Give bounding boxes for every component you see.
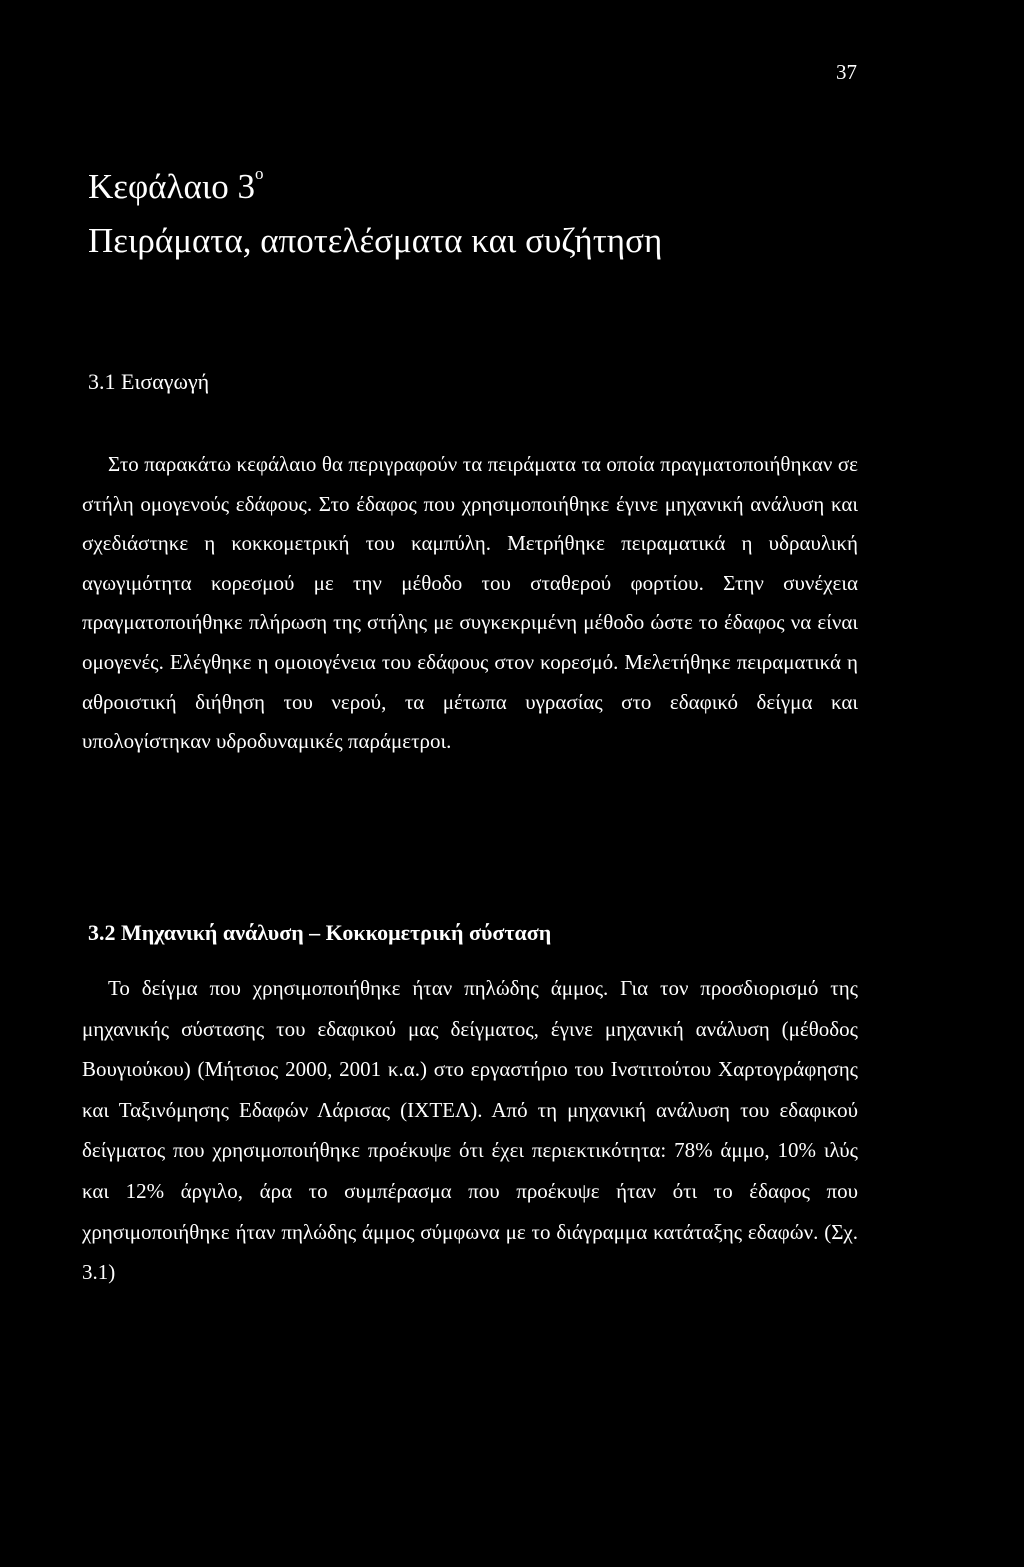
section-paragraph-introduction	[82, 445, 858, 762]
paragraph-text: Το δείγμα που χρησιμοποιήθηκε ήταν πηλώδης άμμος. Για τον προσδιορισμό της μηχανικής σύστασης του εδαφικού μας δείγματος, έγινε μηχανική ανάλυση (μέθοδος Βουγιούκου) (Μήτσιος 2000, 2001 κ.α.) στο εργαστήριο του Ινστιτούτου Χαρτογράφησης και Ταξινόμησης Εδαφών Λάρισας (ΙΧΤΕΛ). Από τη μηχανική ανάλυση του εδαφικού δείγματος που χρησιμοποιήθηκε προέκυψε ότι έχει περιεκτικότητα: 78% άμμο, 10% ιλύς και 12% άργιλο, άρα το συμπέρασμα που προέκυψε ήταν ότι το έδαφος που χρησιμοποιήθηκε ήταν πηλώδης άμμος σύμφωνα με το διάγραμμα κατάταξης εδαφών. (Σχ. 3.1)	[82, 976, 858, 1285]
chapter-superscript: ο	[255, 164, 264, 183]
paragraph-text: Στο παρακάτω κεφάλαιο θα περιγραφούν τα πειράματα τα οποία πραγματοποιήθηκαν σε στήλη ομογενούς εδάφους. Στο έδαφος που χρησιμοποιήθηκε έγινε μηχανική ανάλυση και σχεδιάστηκε η κοκκομετρική του καμπύλη. Μετρήθηκε πειραματικά η υδραυλική αγωγιμότητα κορεσμού με την μέθοδο του σταθερού φορτίου. Στην συνέχεια πραγματοποιήθηκε πλήρωση της στήλης με συγκεκριμένη μέθοδο ώστε το έδαφος να είναι ομογενές. Ελέγθηκε η ομοιογένεια του εδάφους στον κορεσμό. Μελετήθηκε πειραματικά η αθροιστική διήθηση του νερού, τα μέτωπα υγρασίας στο εδαφικό δείγμα και υπολογίστηκαν υδροδυναμικές παράμετροι.	[82, 452, 858, 754]
chapter-label	[88, 160, 662, 214]
section-heading-mechanical-analysis: 3.2 Μηχανική ανάλυση – Κοκκομετρική σύσταση	[88, 920, 552, 945]
section-paragraph-mechanical-analysis	[82, 968, 858, 1293]
section-heading-introduction: 3.1 Εισαγωγή	[88, 369, 210, 394]
page-number: 37	[836, 60, 857, 84]
chapter-label-text: Κεφάλαιο 3	[88, 167, 255, 206]
chapter-title: Πειράματα, αποτελέσματα και συζήτηση	[88, 221, 663, 260]
chapter-heading	[88, 160, 662, 268]
